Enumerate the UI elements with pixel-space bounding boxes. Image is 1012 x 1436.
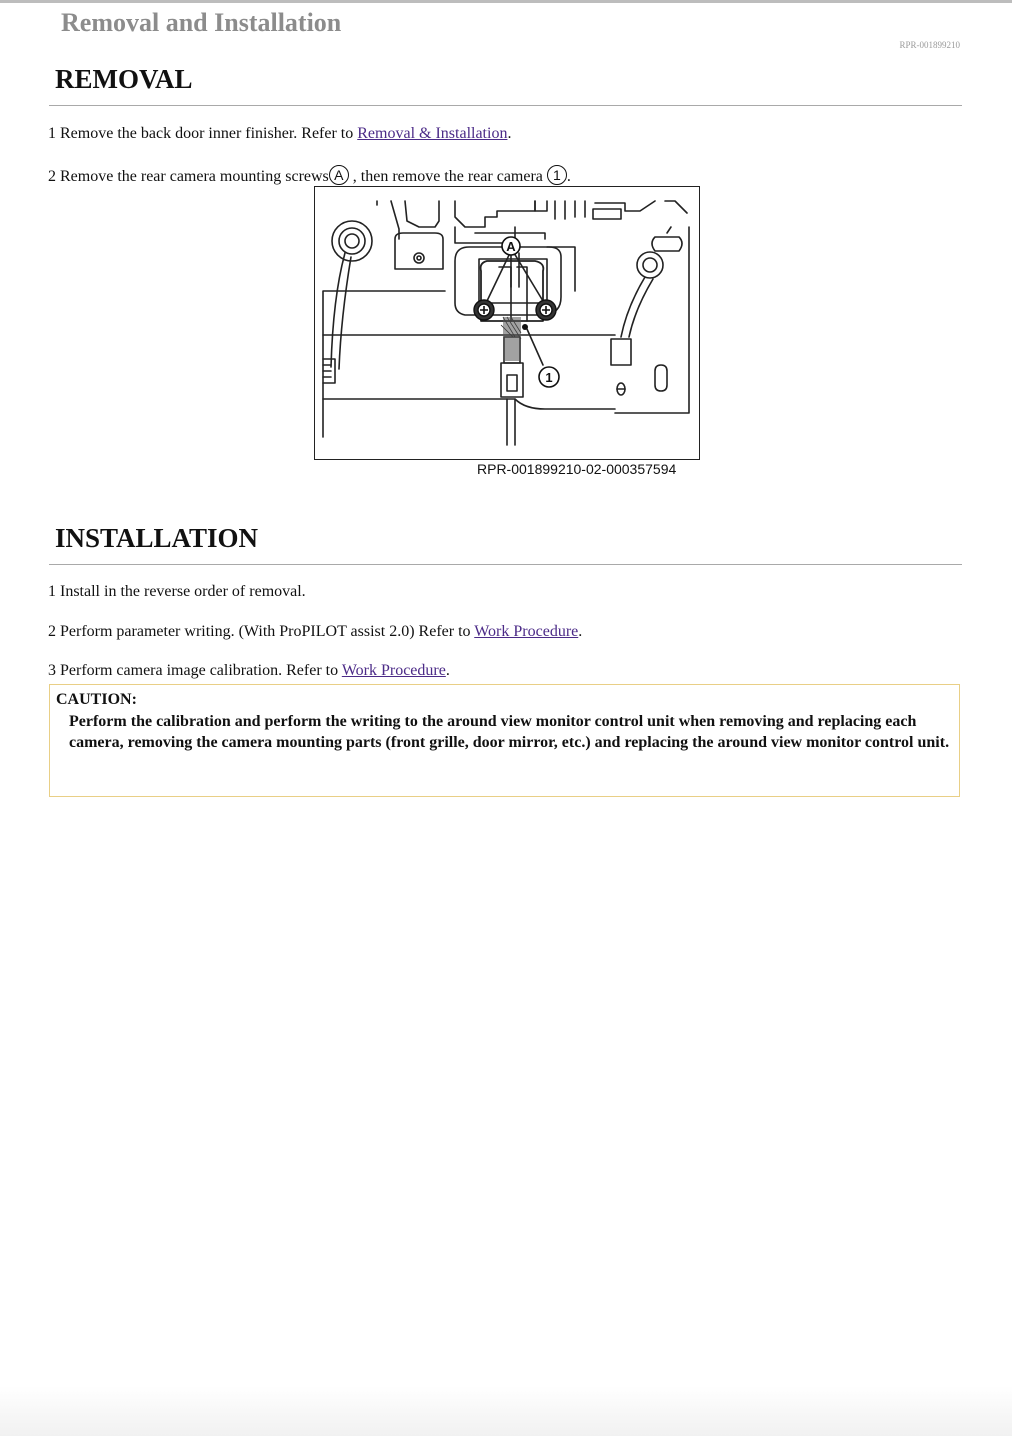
installation-step-2 <box>48 623 582 641</box>
rear-camera-figure <box>314 186 700 460</box>
marker-1: 1 <box>547 165 567 185</box>
installation-step-2-end: . <box>578 623 583 640</box>
installation-step-1-text: 1 Install in the reverse order of removal. <box>48 583 306 600</box>
installation-step-2-text: 2 Perform parameter writing. (With ProPILOT assist 2.0) Refer to <box>48 623 475 640</box>
figure-label-a: A <box>506 239 516 254</box>
removal-divider <box>49 105 962 106</box>
marker-a: A <box>329 165 349 185</box>
installation-divider <box>49 564 962 565</box>
removal-step-2-mid: , then remove the rear camera <box>348 168 547 185</box>
document-id: RPR-001899210 <box>899 40 960 50</box>
removal-step-2-end: . <box>566 168 571 185</box>
removal-step-2 <box>48 165 571 186</box>
page-bottom-shade <box>0 1386 1012 1436</box>
work-procedure-link-1[interactable]: Work Procedure <box>474 623 579 640</box>
work-procedure-link-2[interactable]: Work Procedure <box>341 662 446 679</box>
removal-step-2-text: 2 Remove the rear camera mounting screws <box>48 168 329 185</box>
figure-caption: RPR-001899210-02-000357594 <box>477 461 677 477</box>
removal-step-1-end: . <box>507 125 512 142</box>
page-title: Removal and Installation <box>61 8 342 37</box>
removal-step-1 <box>48 125 511 143</box>
top-rule <box>0 0 1012 3</box>
removal-heading: REMOVAL <box>55 64 193 94</box>
rear-camera-diagram <box>315 187 699 459</box>
installation-step-3 <box>48 662 450 680</box>
removal-installation-link[interactable]: Removal & Installation <box>357 125 508 142</box>
installation-step-1 <box>48 583 306 601</box>
removal-step-1-text: 1 Remove the back door inner finisher. Refer to <box>48 125 358 142</box>
caution-box <box>49 684 960 797</box>
installation-heading: INSTALLATION <box>55 523 259 553</box>
figure-label-1: 1 <box>545 370 553 385</box>
installation-step-3-end: . <box>445 662 450 679</box>
installation-step-3-text: 3 Perform camera image calibration. Refer to <box>48 662 342 679</box>
caution-title: CAUTION: <box>56 691 137 708</box>
caution-text: Perform the calibration and perform the writing to the around view monitor control unit when removing and replacing each camera, removing the camera mounting parts (front grille, door mirror, etc.) and replacing the around view monitor control unit. <box>69 713 950 751</box>
